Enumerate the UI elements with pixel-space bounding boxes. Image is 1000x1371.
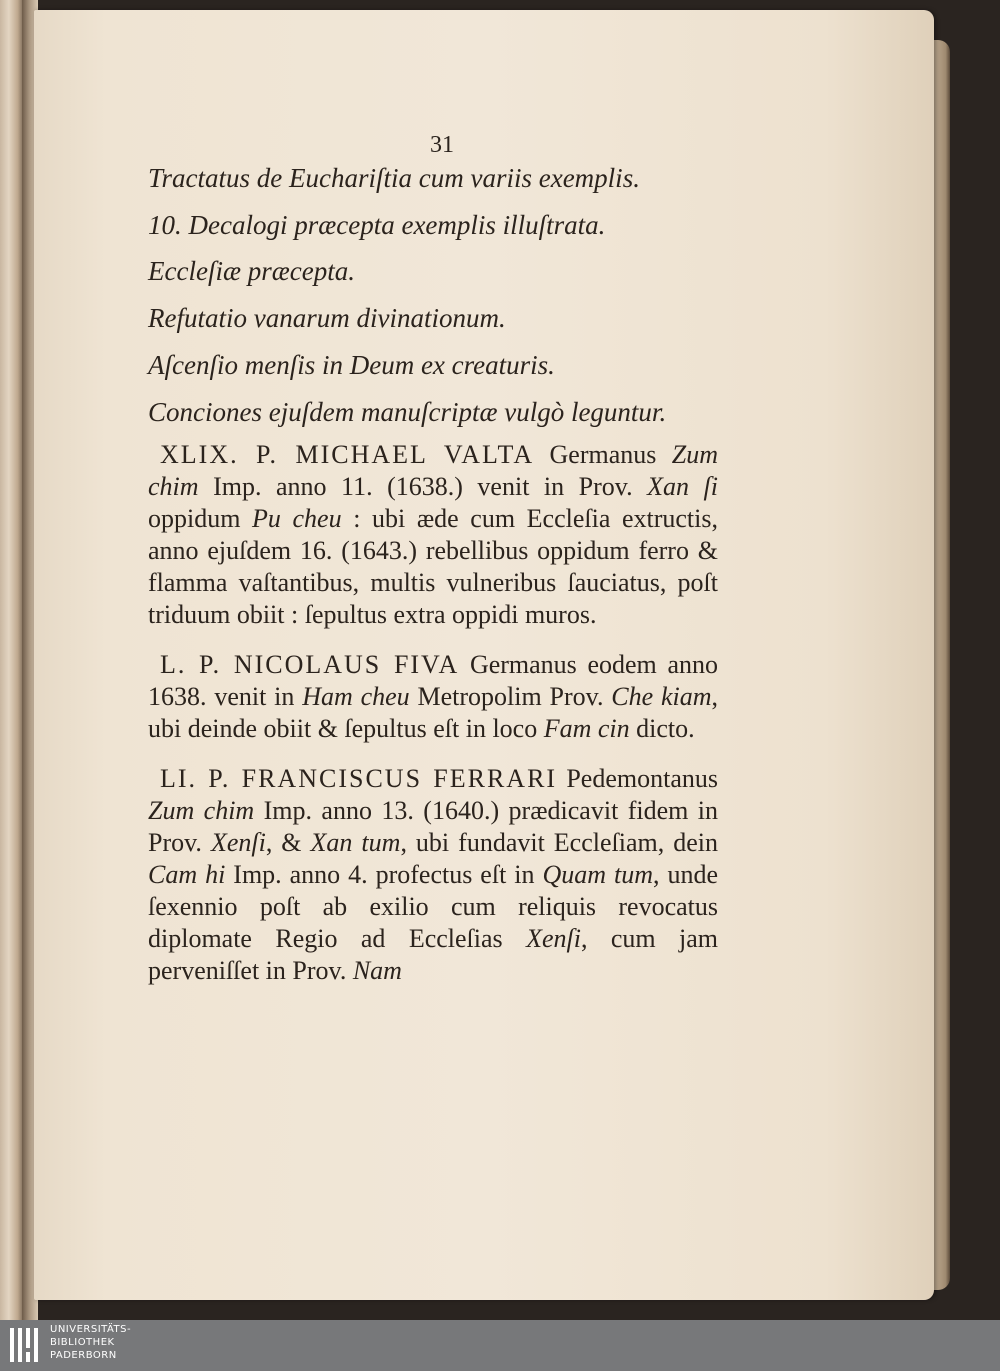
- entry-italic: Xenſi: [210, 828, 266, 857]
- entry-text: Imp. anno 13. (1640.) prædicavit fidem in Prov.: [148, 796, 719, 857]
- entry-text: Germanus: [534, 440, 672, 469]
- entry-text: , unde ſexennio poſt ab exilio cum reliquis revocatus diplomate Regio ad Eccleſias: [148, 860, 719, 953]
- entry-li: [148, 763, 718, 987]
- entry-italic: Zum chim: [148, 440, 718, 501]
- entry-italic: Fam cin: [543, 714, 630, 743]
- page-number: 31: [430, 132, 454, 158]
- entry-italic: Quam tum: [542, 860, 653, 889]
- entry-text: , ubi deinde obiit & ſepultus eſt in loco: [148, 682, 719, 743]
- entry-italic: Cam hi: [148, 860, 226, 889]
- italic-line: 10. Decalogi præcepta exemplis illuſtrata.: [148, 210, 606, 240]
- italic-line: Eccleſiæ præcepta.: [148, 256, 355, 286]
- entry-text: , &: [265, 828, 311, 857]
- entry-l: [148, 649, 718, 745]
- entry-text: Imp. anno 4. profectus eſt in: [225, 860, 543, 889]
- entry-text: Germanus eodem anno 1638. venit in: [148, 650, 718, 711]
- entry-italic: Xan tum: [310, 828, 401, 857]
- italic-line: Tractatus de Euchariſtia cum variis exemplis.: [148, 163, 640, 193]
- entry-text: oppidum: [148, 504, 253, 533]
- entry-italic: Nam: [352, 956, 402, 985]
- left-page-edge: [0, 0, 22, 1320]
- entry-italic: Zum chim: [148, 796, 255, 825]
- italic-line: Aſcenſio menſis in Deum ex creaturis.: [148, 350, 555, 380]
- entry-text: , ubi fundavit Eccleſiam, dein: [400, 828, 718, 857]
- entry-italic: Xenſi: [526, 924, 581, 953]
- entry-text: Pedemontanus: [557, 764, 718, 793]
- library-name-line: UNIVERSITÄTS-: [50, 1324, 132, 1335]
- entry-heading: XLIX. P. MICHAEL VALTA: [160, 440, 535, 469]
- entry-xlix: [148, 439, 718, 631]
- italic-line: Conciones ejuſdem manuſcriptæ vulgò leguntur.: [148, 397, 667, 427]
- entry-heading: L. P. NICOLAUS FIVA: [160, 650, 460, 679]
- entry-italic: Pu cheu: [252, 504, 342, 533]
- library-footer-bar: [0, 1320, 1000, 1371]
- entry-text: dicto.: [629, 714, 695, 743]
- university-library-logo-icon: [8, 1326, 44, 1364]
- entry-text: : ubi æde cum Eccleſia extructis, anno ejuſdem 16. (1643.) rebellibus oppidum ferro & flamma vaſtantibus, multis vulneribus ſauciatus, poſt triduum obiit : ſepultus extra oppidi muros.: [148, 504, 718, 629]
- library-name-line: PADERBORN: [50, 1350, 117, 1361]
- italic-line: Refutatio vanarum divinationum.: [148, 303, 506, 333]
- entry-italic: Che kiam: [611, 682, 712, 711]
- entry-italic: Ham cheu: [302, 682, 410, 711]
- library-name-line: BIBLIOTHEK: [50, 1337, 115, 1348]
- entry-heading: LI. P. FRANCISCUS FERRARI: [160, 764, 558, 793]
- entry-italic: Xan ſi: [647, 472, 718, 501]
- page-text: [148, 125, 718, 987]
- entry-text: Imp. anno 11. (1638.) venit in Prov.: [198, 472, 648, 501]
- entry-text: , cum jam perveniſſet in Prov.: [148, 924, 718, 985]
- entry-text: Metropolim Prov.: [409, 682, 612, 711]
- library-name: [50, 1323, 131, 1362]
